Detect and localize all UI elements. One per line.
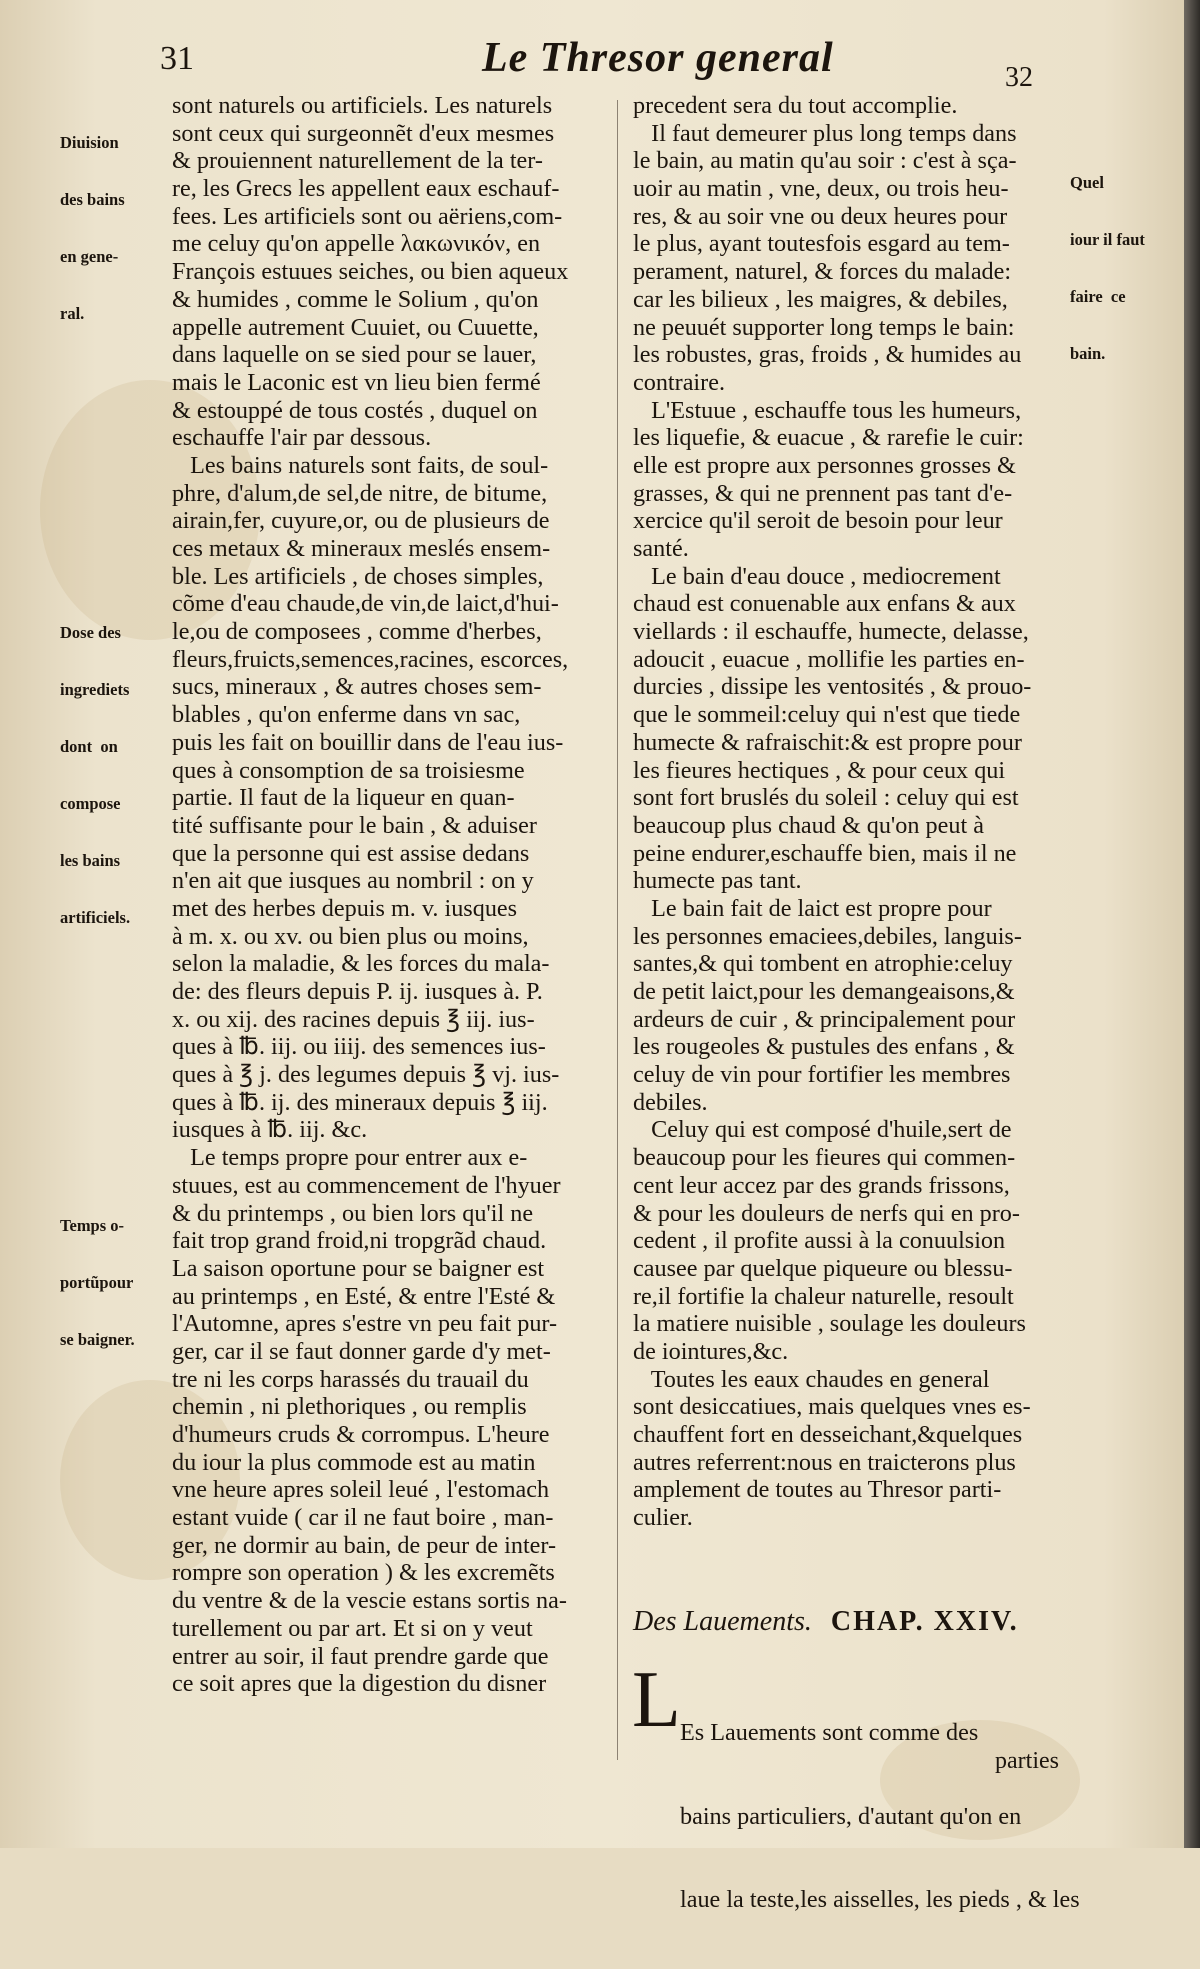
text-line: chauffent fort en desseichant,&quelques	[633, 1421, 1023, 1448]
text-line: partie. Il faut de la liqueur en quan-	[172, 784, 515, 812]
text-line: tité suffisante pour le bain , & aduiser	[172, 811, 537, 839]
text-line: d'humeurs cruds & corrompus. L'heure	[172, 1421, 550, 1448]
text-line: les fieures hectiques , & pour ceux qui	[633, 756, 1006, 784]
text-line: le bain, au matin qu'au soir : c'est à sça-	[633, 147, 1017, 175]
text-line: res, & au soir vne ou deux heures pour	[633, 202, 1008, 230]
drop-capital: L	[632, 1656, 681, 1744]
text-line: ger, ne dormir au bain, de peur de inter-	[172, 1531, 557, 1559]
text-line: Il faut demeurer plus long temps dans	[633, 119, 1017, 147]
margin-line: Diuision	[60, 133, 119, 152]
margin-line: en gene-	[60, 247, 119, 266]
text-line: chaud est conuenable aux enfans & aux	[633, 590, 1016, 618]
margin-line: artificiels.	[60, 908, 131, 927]
text-line: blables , qu'on enferme dans vn sac,	[172, 701, 521, 729]
text-line: Celuy qui est composé d'huile,sert de	[633, 1116, 1012, 1144]
text-line: cent leur accez par des grands frissons,	[633, 1171, 1010, 1199]
text-line: Le bain d'eau douce , mediocrement	[633, 562, 1001, 590]
margin-line: Temps o-	[60, 1216, 125, 1235]
text-line: que le sommeil:celuy qui n'est que tiede	[633, 701, 1021, 729]
text-line: n'en ait que iusques au nombril : on y	[172, 867, 534, 895]
text-line: les robustes, gras, froids , & humides au	[633, 341, 1022, 369]
text-line: La saison oportune pour se baigner est	[172, 1254, 545, 1282]
text-line: sont ceux qui surgeonnẽt d'eux mesmes	[172, 119, 555, 147]
text-line: adoucit , euacue , mollifie les parties en-	[633, 645, 1025, 673]
text-line: humecte & rafraischit:& est propre pour	[633, 728, 1022, 756]
text-line: & humides , comme le Solium , qu'on	[172, 285, 539, 313]
text-line: & pour les douleurs de nerfs qui en pro-	[633, 1199, 1020, 1227]
text-line: ardeurs de cuir , & principalement pour	[633, 1005, 1016, 1033]
text-line: mais le Laconic est vn lieu bien fermé	[172, 368, 541, 396]
text-line: de petit laict,pour les demangeaisons,&	[633, 978, 1015, 1005]
text-line: x. ou xij. des racines depuis ℥ iij. ius-	[172, 1005, 535, 1033]
text-line: fait trop grand froid,ni tropgrãd chaud.	[172, 1227, 547, 1255]
text-line: cõme d'eau chaude,de vin,de laict,d'hui-	[172, 590, 559, 618]
text-line: sont desiccatiues, mais quelques vnes es-	[633, 1393, 1031, 1421]
text-line: ques à ℔. iij. ou iiij. des semences ius-	[172, 1033, 546, 1061]
text-line: humecte pas tant.	[633, 867, 802, 895]
text-line: fleurs,fruicts,semences,racines, escorces,	[172, 645, 569, 673]
text-line: du iour la plus commode est au matin	[172, 1448, 536, 1476]
text-line: peine endurer,eschauffe bien, mais il ne	[633, 839, 1017, 867]
text-line: les liquefie, & euacue , & rarefie le cuir:	[633, 424, 1024, 452]
text-line: bains particuliers, d'autant qu'on en	[680, 1802, 1022, 1830]
text-line: estant vuide ( car il ne faut boire , man-	[172, 1504, 554, 1532]
text-line: ger, car il se faut donner garde d'y met-	[172, 1337, 551, 1365]
margin-line: compose	[60, 794, 121, 813]
text-line: iusques à ℔. iij. &c.	[172, 1116, 368, 1144]
text-line: à m. x. ou xv. ou bien plus ou moins,	[172, 922, 529, 950]
text-line: ble. Les artificiels , de choses simples,	[172, 562, 544, 590]
text-line: causee par quelque piqueure ou blessu-	[633, 1254, 1013, 1282]
text-line: ces metaux & mineraux meslés ensem-	[172, 535, 551, 562]
chapter-title: Des Lauements.	[633, 1606, 812, 1637]
text-line: uoir au matin , vne, deux, ou trois heu-	[633, 175, 1009, 203]
text-line: autres referrent:nous en traicterons plus	[633, 1448, 1016, 1476]
text-line: rompre son operation ) & les excremẽts	[172, 1559, 555, 1587]
chapter-number: CHAP. XXIV.	[830, 1606, 1019, 1637]
text-line: Le temps propre pour entrer aux e-	[172, 1144, 528, 1172]
text-line: Le bain fait de laict est propre pour	[633, 894, 992, 922]
margin-line: Dose des	[60, 623, 121, 642]
text-line: grasses, & qui ne prennent pas tant d'e-	[633, 479, 1013, 507]
text-line: ce soit apres que la digestion du disner	[172, 1670, 547, 1698]
margin-line: Quel	[1070, 173, 1104, 192]
text-line: re,il fortifie la chaleur naturelle, resoult	[633, 1282, 1014, 1310]
chapter-opening-text	[680, 1664, 1080, 1969]
margin-line: bain.	[1070, 344, 1106, 363]
margin-line: des bains	[60, 190, 125, 209]
text-line: les rougeoles & pustules des enfans , &	[633, 1033, 1015, 1061]
text-line: & du printemps , ou bien lors qu'il ne	[172, 1199, 534, 1227]
page-edge	[1184, 0, 1200, 1848]
text-line: beaucoup pour les fieures qui commen-	[633, 1144, 1016, 1172]
text-line: de iointures,&c.	[633, 1337, 789, 1365]
text-column-right	[633, 92, 1031, 1532]
text-line: elle est propre aux personnes grosses &	[633, 451, 1016, 479]
text-line: viellards : il eschauffe, humecte, delasse,	[633, 618, 1029, 646]
text-line: santes,& qui tombent en atrophie:celuy	[633, 950, 1013, 978]
column-divider	[617, 100, 618, 1760]
text-line: stuues, est au commencement de l'hyuer	[172, 1171, 561, 1199]
text-line: santé.	[633, 535, 689, 562]
text-line: laue la teste,les aisselles, les pieds , & les	[680, 1885, 1080, 1913]
text-line: chemin , ni plethoriques , ou remplis	[172, 1393, 527, 1421]
text-line: ne peuuét supporter long temps le bain:	[633, 313, 1015, 341]
text-line: sont naturels ou artificiels. Les naturels	[172, 92, 553, 119]
text-line: durcies , dissipe les ventosités , & prouo-	[633, 673, 1032, 701]
text-line: appelle autrement Cuuiet, ou Cuuette,	[172, 313, 539, 341]
text-line: cedent , il profite aussi à la conuulsion	[633, 1227, 1006, 1255]
margin-line: portũpour	[60, 1273, 134, 1292]
margin-line: les bains	[60, 851, 121, 870]
text-line: tre ni les corps harassés du trauail du	[172, 1365, 529, 1393]
margin-line: faire ce	[1070, 287, 1126, 306]
text-line: turellement ou par art. Et si on y veut	[172, 1614, 533, 1642]
text-line: culier.	[633, 1504, 693, 1532]
text-line: & prouiennent naturellement de la ter-	[172, 147, 543, 175]
running-head-title: Le Thresor general	[482, 35, 834, 81]
text-line: xercice qu'il seroit de besoin pour leur	[633, 507, 1003, 535]
text-line: debiles.	[633, 1088, 708, 1116]
margin-note-division	[60, 95, 125, 361]
chapter-heading	[633, 1606, 1019, 1638]
margin-note-dose	[60, 585, 130, 965]
text-line: le,ou de composees , comme d'herbes,	[172, 618, 542, 646]
text-line: Toutes les eaux chaudes en general	[633, 1365, 990, 1393]
text-line: met des herbes depuis m. v. iusques	[172, 894, 518, 922]
text-line: & estouppé de tous costés , duquel on	[172, 396, 538, 424]
text-line: me celuy qu'on appelle λακωνικόν, en	[172, 230, 541, 258]
text-line: de: des fleurs depuis P. ij. iusques à. P.	[172, 978, 543, 1005]
catchword: parties	[995, 1748, 1059, 1774]
margin-line: iour il faut	[1070, 230, 1145, 249]
text-line: du ventre & de la vescie estans sortis na-	[172, 1587, 567, 1615]
text-line: sont fort bruslés du soleil : celuy qui est	[633, 784, 1019, 812]
page-number-right: 32	[1005, 62, 1033, 93]
margin-line: dont on	[60, 737, 118, 756]
text-line: l'Automne, apres s'estre vn peu fait pur-	[172, 1310, 558, 1338]
text-line: dans laquelle on se sied pour se lauer,	[172, 341, 537, 369]
text-line: le plus, ayant toutesfois esgard au tem-	[633, 230, 1010, 258]
text-line: precedent sera du tout accomplie.	[633, 92, 958, 119]
text-line: phre, d'alum,de sel,de nitre, de bitume,	[172, 479, 548, 507]
text-line: François estuues seiches, ou bien aqueux	[172, 258, 569, 286]
text-line: Es Lauements sont comme des	[680, 1719, 979, 1747]
margin-line: ingrediets	[60, 680, 130, 699]
text-line: celuy de vin pour fortifier les membres	[633, 1061, 1011, 1089]
text-column-left	[172, 92, 568, 1698]
text-line: perament, naturel, & forces du malade:	[633, 258, 1012, 286]
margin-line: ral.	[60, 304, 85, 323]
text-line: la matiere nuisible , soulage les douleurs	[633, 1310, 1026, 1338]
text-line: les personnes emaciees,debiles, languis-	[633, 922, 1022, 950]
text-line: eschauffe l'air par dessous.	[172, 424, 432, 452]
text-line: ques à ℔. ij. des mineraux depuis ℥ iij.	[172, 1088, 548, 1116]
text-line: beaucoup plus chaud & qu'on peut à	[633, 811, 984, 839]
margin-line: se baigner.	[60, 1330, 135, 1349]
text-line: contraire.	[633, 368, 725, 396]
text-line: fees. Les artificiels sont ou aëriens,com-	[172, 202, 563, 230]
text-line: au printemps , en Esté, & entre l'Esté &	[172, 1282, 556, 1310]
text-line: L'Estuue , eschauffe tous les humeurs,	[633, 396, 1022, 424]
text-line: entrer au soir, il faut prendre garde que	[172, 1642, 549, 1670]
margin-note-quel-iour	[1070, 135, 1145, 401]
text-line: amplement de toutes au Thresor parti-	[633, 1476, 1002, 1504]
text-line: ques à ℥ j. des legumes depuis ℥ vj. ius-	[172, 1061, 560, 1089]
text-line: re, les Grecs les appellent eaux eschauf-	[172, 175, 560, 203]
text-line: car les bilieux , les maigres, & debiles,	[633, 285, 1008, 313]
text-line: que la personne qui est assise dedans	[172, 839, 530, 867]
text-line: Les bains naturels sont faits, de soul-	[172, 451, 549, 479]
page-number-left: 31	[160, 40, 194, 77]
text-line: ques à consomption de sa troisiesme	[172, 756, 525, 784]
text-line: puis les fait on bouillir dans de l'eau ius-	[172, 728, 564, 756]
text-line: selon la maladie, & les forces du mala-	[172, 950, 550, 978]
margin-note-temps	[60, 1178, 135, 1387]
text-line: sucs, mineraux , & autres choses sem-	[172, 673, 542, 701]
text-line: airain,fer, cuyure,or, ou de plusieurs de	[172, 507, 550, 535]
text-line: vne heure apres soleil leué , l'estomach	[172, 1476, 550, 1504]
